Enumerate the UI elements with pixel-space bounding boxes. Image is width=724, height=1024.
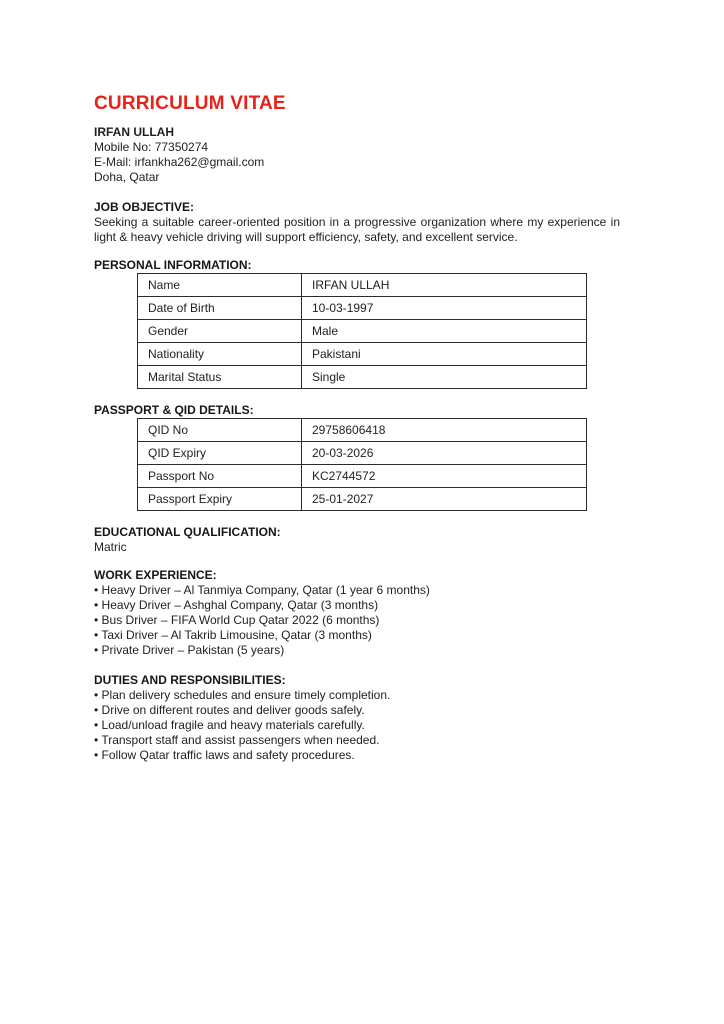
list-item: • Plan delivery schedules and ensure timely completion. xyxy=(94,688,391,702)
section-passport-qid xyxy=(94,403,620,511)
row-label: Passport No xyxy=(138,465,302,488)
table-row xyxy=(138,320,587,343)
passport-qid-heading: PASSPORT & QID DETAILS: xyxy=(94,403,254,417)
table-row xyxy=(138,488,587,511)
table-row xyxy=(138,297,587,320)
list-item: • Heavy Driver – Ashghal Company, Qatar (3 months) xyxy=(94,598,379,612)
section-education xyxy=(94,525,620,555)
list-item: • Drive on different routes and deliver goods safely. xyxy=(94,703,365,717)
section-work-experience xyxy=(94,568,620,658)
row-value: 29758606418 xyxy=(302,419,587,442)
duties-heading: DUTIES AND RESPONSIBILITIES: xyxy=(94,673,286,687)
table-row xyxy=(138,442,587,465)
list-item: • Heavy Driver – Al Tanmiya Company, Qatar (1 year 6 months) xyxy=(94,583,430,597)
row-label: Nationality xyxy=(138,343,302,366)
list-item: • Load/unload fragile and heavy materials carefully. xyxy=(94,718,365,732)
table-row xyxy=(138,274,587,297)
list-item: • Taxi Driver – Al Takrib Limousine, Qatar (3 months) xyxy=(94,628,372,642)
row-value: IRFAN ULLAH xyxy=(302,274,587,297)
table-row xyxy=(138,419,587,442)
row-value: Pakistani xyxy=(302,343,587,366)
personal-information-table xyxy=(137,273,587,389)
row-label: Gender xyxy=(138,320,302,343)
list-item: • Transport staff and assist passengers when needed. xyxy=(94,733,380,747)
list-item: • Bus Driver – FIFA World Cup Qatar 2022 (6 months) xyxy=(94,613,380,627)
table-row xyxy=(138,366,587,389)
contact-location: Doha, Qatar xyxy=(94,170,160,184)
row-label: QID Expiry xyxy=(138,442,302,465)
passport-qid-table xyxy=(137,418,587,511)
row-value: 20-03-2026 xyxy=(302,442,587,465)
work-experience-heading: WORK EXPERIENCE: xyxy=(94,568,217,582)
row-value: KC2744572 xyxy=(302,465,587,488)
job-objective-text: Seeking a suitable career-oriented position in a progressive organization where my experience in light & heavy vehicle driving will support efficiency, safety, and excellent service. xyxy=(94,215,620,244)
table-row xyxy=(138,343,587,366)
section-job-objective xyxy=(94,200,620,245)
personal-information-heading: PERSONAL INFORMATION: xyxy=(94,258,252,272)
education-heading: EDUCATIONAL QUALIFICATION: xyxy=(94,525,281,539)
row-value: 10-03-1997 xyxy=(302,297,587,320)
row-label: QID No xyxy=(138,419,302,442)
page-title: CURRICULUM VITAE xyxy=(94,93,286,114)
contact-mobile: Mobile No: 77350274 xyxy=(94,140,209,154)
row-value: Single xyxy=(302,366,587,389)
education-text: Matric xyxy=(94,540,127,554)
row-label: Name xyxy=(138,274,302,297)
contact-block xyxy=(94,125,620,185)
row-label: Marital Status xyxy=(138,366,302,389)
contact-email: E-Mail: irfankha262@gmail.com xyxy=(94,155,265,169)
section-duties xyxy=(94,673,620,763)
row-label: Passport Expiry xyxy=(138,488,302,511)
row-label: Date of Birth xyxy=(138,297,302,320)
row-value: 25-01-2027 xyxy=(302,488,587,511)
candidate-name: IRFAN ULLAH xyxy=(94,125,174,139)
list-item: • Private Driver – Pakistan (5 years) xyxy=(94,643,285,657)
row-value: Male xyxy=(302,320,587,343)
section-personal-information xyxy=(94,258,620,389)
table-row xyxy=(138,465,587,488)
list-item: • Follow Qatar traffic laws and safety procedures. xyxy=(94,748,355,762)
job-objective-heading: JOB OBJECTIVE: xyxy=(94,200,195,214)
